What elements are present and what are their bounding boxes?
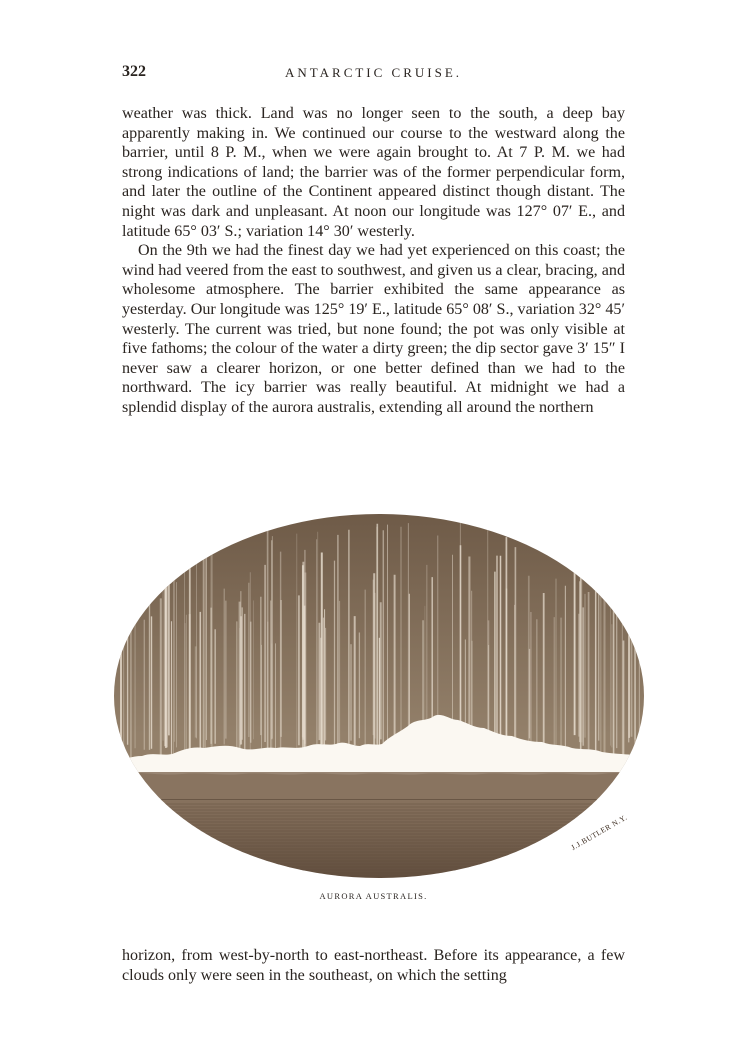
aurora-engraving: [112, 510, 647, 882]
body-text-bottom: [122, 946, 625, 985]
page-header: [122, 63, 625, 85]
running-head: ANTARCTIC CRUISE.: [284, 65, 463, 80]
engraver-signature: J.J.BUTLER N.Y.: [569, 812, 629, 852]
paragraph-ninth: On the 9th we had the finest day we had yet experienced on this coast; the wind had veered from the east to southwest, and given us a clear, bracing, and wholesome atmosphere. The barrier exhibited the same appearance as yesterday. Our longitude was 125° 19′ E., latitude 65° 08′ S., variation 32° 45′ westerly. The current was tried, but none found; the pot was only visible at five fathoms; the colour of the water a dirty green; the dip sector gave 3′ 15″ I never saw a clearer horizon, or one better defined than we had to the northward. The icy barrier was really beautiful. At midnight we had a splendid display of the aurora australis, extending all around the northern: [122, 242, 625, 416]
page-number: 322: [122, 63, 146, 80]
aurora-illustration: [112, 510, 647, 882]
cloud-shadow: [112, 772, 647, 802]
body-text-top: [122, 104, 625, 418]
paragraph-after-figure: horizon, from west-by-north to east-northeast. Before its appearance, a few clouds only were seen in the southeast, on which the setting: [122, 947, 625, 984]
paragraph-continuation: weather was thick. Land was no longer seen to the south, a deep bay apparently making in. We continued our course to the westward along the barrier, until 8 P. M., when we were again brought to. At 7 P. M. we had strong indications of land; the barrier was of the former perpendicular form, and later the outline of the Continent appeared distinct though distant. The night was dark and unpleasant. At noon our longitude was 127° 07′ E., and latitude 65° 03′ S.; variation 14° 30′ westerly.: [122, 105, 625, 240]
figure-caption: AURORA AUSTRALIS.: [319, 891, 428, 901]
